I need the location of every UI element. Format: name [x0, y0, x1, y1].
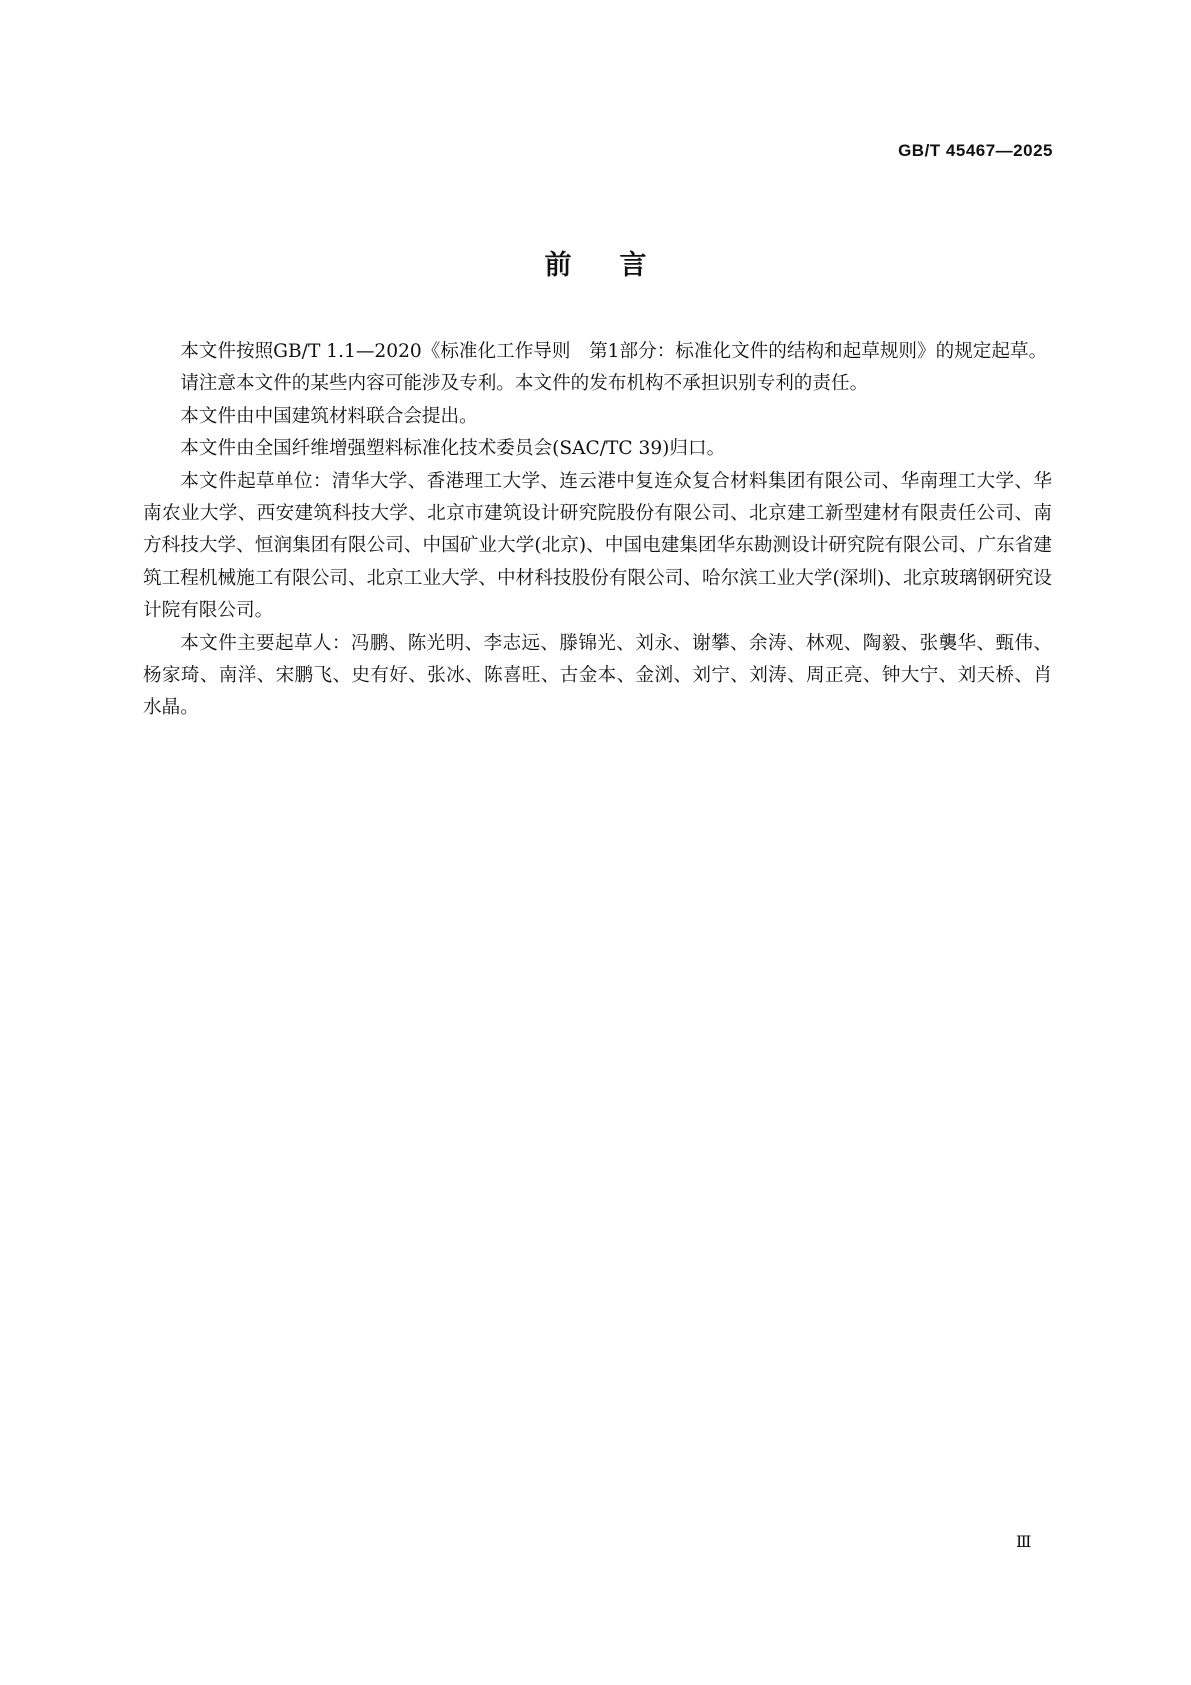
- paragraph-committee: 本文件由全国纤维增强塑料标准化技术委员会(SAC/TC 39)归口。: [180, 438, 726, 460]
- paragraph-proposer: 本文件由中国建筑材料联合会提出。: [180, 405, 478, 427]
- page-number: Ⅲ: [1016, 1532, 1032, 1551]
- paragraph-patent-notice: 请注意本文件的某些内容可能涉及专利。本文件的发布机构不承担识别专利的责任。: [180, 373, 869, 395]
- paragraph-drafters: 本文件主要起草人：冯鹏、陈光明、李志远、滕锦光、刘永、谢攀、余涛、林观、陶毅、张襲华、甄伟、杨家琦、南洋、宋鹏飞、史有好、张冰、陈喜旺、古金本、金浏、刘宁、刘涛、周正亮、钟大宁、刘天桥、肖水晶。: [143, 632, 1052, 719]
- page-title: 前言: [544, 250, 695, 281]
- standard-number: GB/T 45467—2025: [898, 141, 1053, 160]
- paragraph-drafting-rules: 本文件按照GB/T 1.1—2020《标准化工作导则 第1部分：标准化文件的结构和起草规则》的规定起草。: [180, 341, 1048, 362]
- paragraph-drafting-units: 本文件起草单位：清华大学、香港理工大学、连云港中复连众复合材料集团有限公司、华南理工大学、华南农业大学、西安建筑科技大学、北京市建筑设计研究院股份有限公司、北京建工新型建材有限责任公司、南方科技大学、恒润集团有限公司、中国矿业大学(北京)、中国电建集团华东勘测设计研究院有限公司、广东省建筑工程机械施工有限公司、北京工业大学、中材科技股份有限公司、哈尔滨工业大学(深圳)、北京玻璃钢研究设计院有限公司。: [143, 470, 1052, 622]
- foreword-body: [143, 336, 1052, 725]
